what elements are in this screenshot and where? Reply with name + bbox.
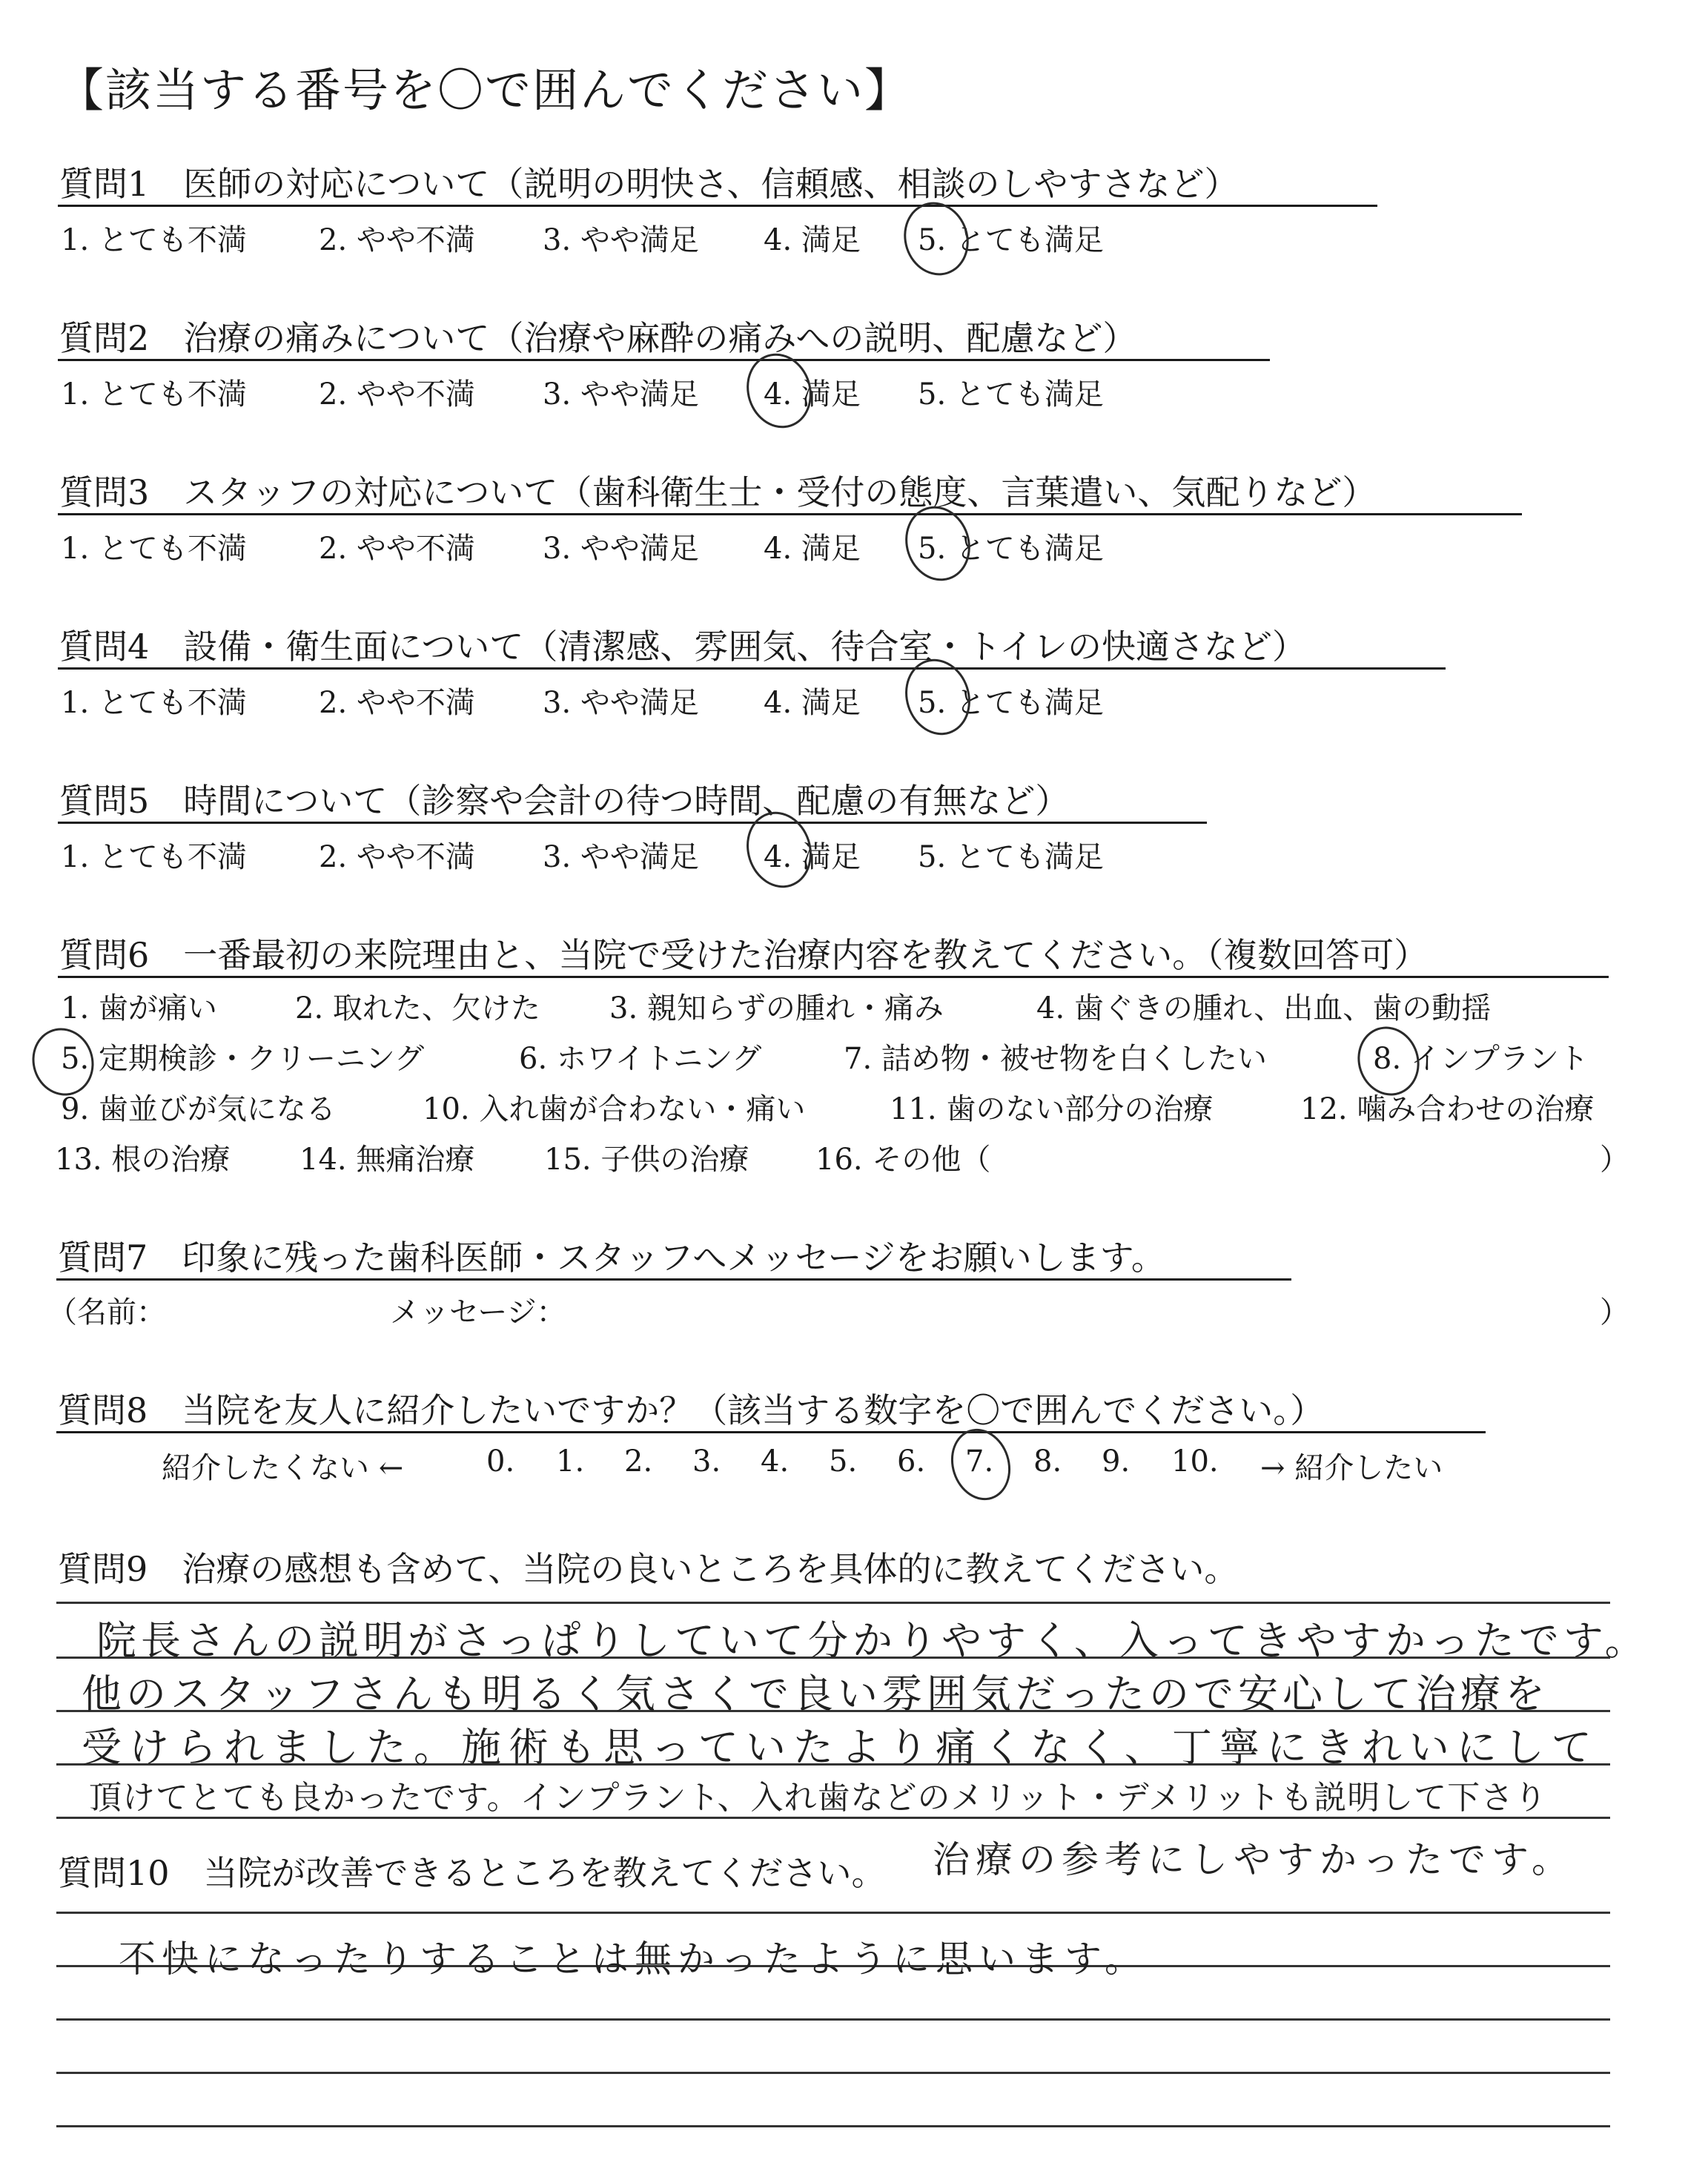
rating-option-4[interactable]: 4. 満足 [764,686,861,720]
title-underline [58,667,1446,670]
scale-option-3[interactable]: 3. [692,1444,721,1479]
rating-option-1[interactable]: 1. とても不満 [61,377,247,412]
question-title: 質問1 医師の対応について（説明の明快さ、信頼感、相談のしやすさなど） [59,164,1239,204]
question-title: 質問6 一番最初の来院理由と、当院で受けた治療内容を教えてください。（複数回答可） [59,935,1429,975]
rating-option-5[interactable]: 5. とても満足 [918,223,1104,257]
answer-line [56,1602,1610,1604]
message-close-paren: ） [1600,1295,1629,1330]
reason-option-9[interactable]: 9. 歯並びが気になる [61,1092,336,1126]
handwritten-answer-line-1: 院長さんの説明がさっぱりしていて分かりやすく、入ってきやすかったです。 [96,1617,1649,1664]
reason-option-3[interactable]: 3. 親知らずの腫れ・痛み [609,991,944,1025]
title-underline [58,976,1609,978]
answer-line [56,1912,1610,1914]
name-label: （名前： [47,1295,166,1330]
title-underline [56,1431,1486,1433]
rating-option-2[interactable]: 2. やや不満 [319,686,475,720]
handwritten-answer-line-5: 治療の参考にしやすかったです。 [933,1838,1575,1881]
answer-line [56,2125,1610,2127]
reason-option-4[interactable]: 4. 歯ぐきの腫れ、出血、歯の動揺 [1036,991,1492,1025]
handwritten-answer-line-3: 受けられました。施術も思っていたより痛くなく、丁寧にきれいにして [82,1724,1599,1771]
question-title: 質問9 治療の感想も含めて、当院の良いところを具体的に教えてください。 [58,1549,1239,1589]
rating-option-3[interactable]: 3. やや満足 [543,223,699,257]
answer-line [56,2072,1610,2074]
rating-option-5[interactable]: 5. とても満足 [918,377,1104,412]
rating-option-3[interactable]: 3. やや満足 [543,377,699,412]
rating-option-4[interactable]: 4. 満足 [764,840,861,874]
scale-option-6[interactable]: 6. [897,1444,926,1479]
rating-option-5[interactable]: 5. とても満足 [918,532,1104,566]
rating-option-1[interactable]: 1. とても不満 [61,840,247,874]
other-close-paren: ） [1600,1143,1629,1177]
title-underline [58,205,1377,207]
question-title: 質問8 当院を友人に紹介したいですか？（該当する数字を〇で囲んでください。） [58,1390,1325,1430]
reason-option-5[interactable]: 5. 定期検診・クリーニング [61,1042,425,1076]
scale-option-5[interactable]: 5. [829,1444,858,1479]
question-title: 質問2 治療の痛みについて（治療や麻酔の痛みへの説明、配慮など） [59,318,1137,358]
scale-option-4[interactable]: 4. [761,1444,790,1479]
handwritten-answer-line-2: 他のスタッフさんも明るく気さくで良い雰囲気だったので安心して治療を [82,1671,1549,1717]
question-title: 質問5 時間について（診察や会計の待つ時間、配慮の有無など） [59,781,1070,821]
question-title: 質問10 当院が改善できるところを教えてください。 [58,1853,886,1893]
scale-option-7[interactable]: 7. [965,1444,994,1479]
scale-option-8[interactable]: 8. [1033,1444,1062,1479]
scale-option-10[interactable]: 10. [1171,1444,1219,1479]
reason-option-6[interactable]: 6. ホワイトニング [519,1042,762,1076]
scale-option-1[interactable]: 1. [556,1444,585,1479]
title-underline [56,1278,1291,1281]
rating-option-3[interactable]: 3. やや満足 [543,532,699,566]
selection-circle [895,194,979,284]
rating-option-2[interactable]: 2. やや不満 [319,377,475,412]
rating-option-2[interactable]: 2. やや不満 [319,223,475,257]
rating-option-2[interactable]: 2. やや不満 [319,840,475,874]
rating-option-4[interactable]: 4. 満足 [764,532,861,566]
message-label: メッセージ： [390,1295,566,1330]
rating-option-1[interactable]: 1. とても不満 [61,223,247,257]
reason-option-7[interactable]: 7. 詰め物・被せ物を白くしたい [844,1042,1267,1076]
handwritten-answer-line-4: 頂けてとても良かったです。インプラント、入れ歯などのメリット・デメリットも説明して下さり [89,1779,1548,1817]
scale-left-label: 紹介したくない ← [162,1451,404,1485]
reason-option-2[interactable]: 2. 取れた、欠けた [295,991,540,1025]
rating-option-1[interactable]: 1. とても不満 [61,686,247,720]
rating-option-4[interactable]: 4. 満足 [764,377,861,412]
title-underline [58,822,1207,824]
rating-option-2[interactable]: 2. やや不満 [319,532,475,566]
rating-option-3[interactable]: 3. やや満足 [543,840,699,874]
rating-option-5[interactable]: 5. とても満足 [918,686,1104,720]
selection-circle [942,1421,1019,1507]
question-title: 質問4 設備・衛生面について（清潔感、雰囲気、待合室・トイレの快適さなど） [59,627,1307,667]
question-title: 質問3 スタッフの対応について（歯科衛生士・受付の態度、言葉遣い、気配りなど） [59,472,1377,512]
reason-option-11[interactable]: 11. 歯のない部分の治療 [890,1092,1214,1126]
reason-option-10[interactable]: 10. 入れ歯が合わない・痛い [423,1092,806,1126]
answer-line [56,2018,1610,2021]
page-heading: 【該当する番号を〇で囲んでください】 [58,63,913,117]
rating-option-1[interactable]: 1. とても不満 [61,532,247,566]
scale-option-9[interactable]: 9. [1102,1444,1131,1479]
reason-option-14[interactable]: 14. 無痛治療 [299,1143,475,1177]
reason-option-12[interactable]: 12. 噛み合わせの治療 [1300,1092,1595,1126]
reason-option-13[interactable]: 13. 根の治療 [55,1143,231,1177]
title-underline [58,513,1522,515]
scale-option-0[interactable]: 0. [486,1444,515,1479]
rating-option-3[interactable]: 3. やや満足 [543,686,699,720]
reason-option-1[interactable]: 1. 歯が痛い [61,991,217,1025]
question-title: 質問7 印象に残った歯科医師・スタッフへメッセージをお願いします。 [58,1238,1165,1278]
scale-right-label: → 紹介したい [1260,1451,1443,1485]
scale-option-2[interactable]: 2. [624,1444,653,1479]
reason-option-16[interactable]: 16. その他（ [815,1143,991,1177]
reason-option-8[interactable]: 8. インプラント [1373,1042,1589,1076]
title-underline [58,359,1270,361]
rating-option-4[interactable]: 4. 満足 [764,223,861,257]
handwritten-answer-line-1: 不快になったりすることは無かったように思います。 [119,1938,1148,1981]
reason-option-15[interactable]: 15. 子供の治療 [544,1143,749,1177]
rating-option-5[interactable]: 5. とても満足 [918,840,1104,874]
